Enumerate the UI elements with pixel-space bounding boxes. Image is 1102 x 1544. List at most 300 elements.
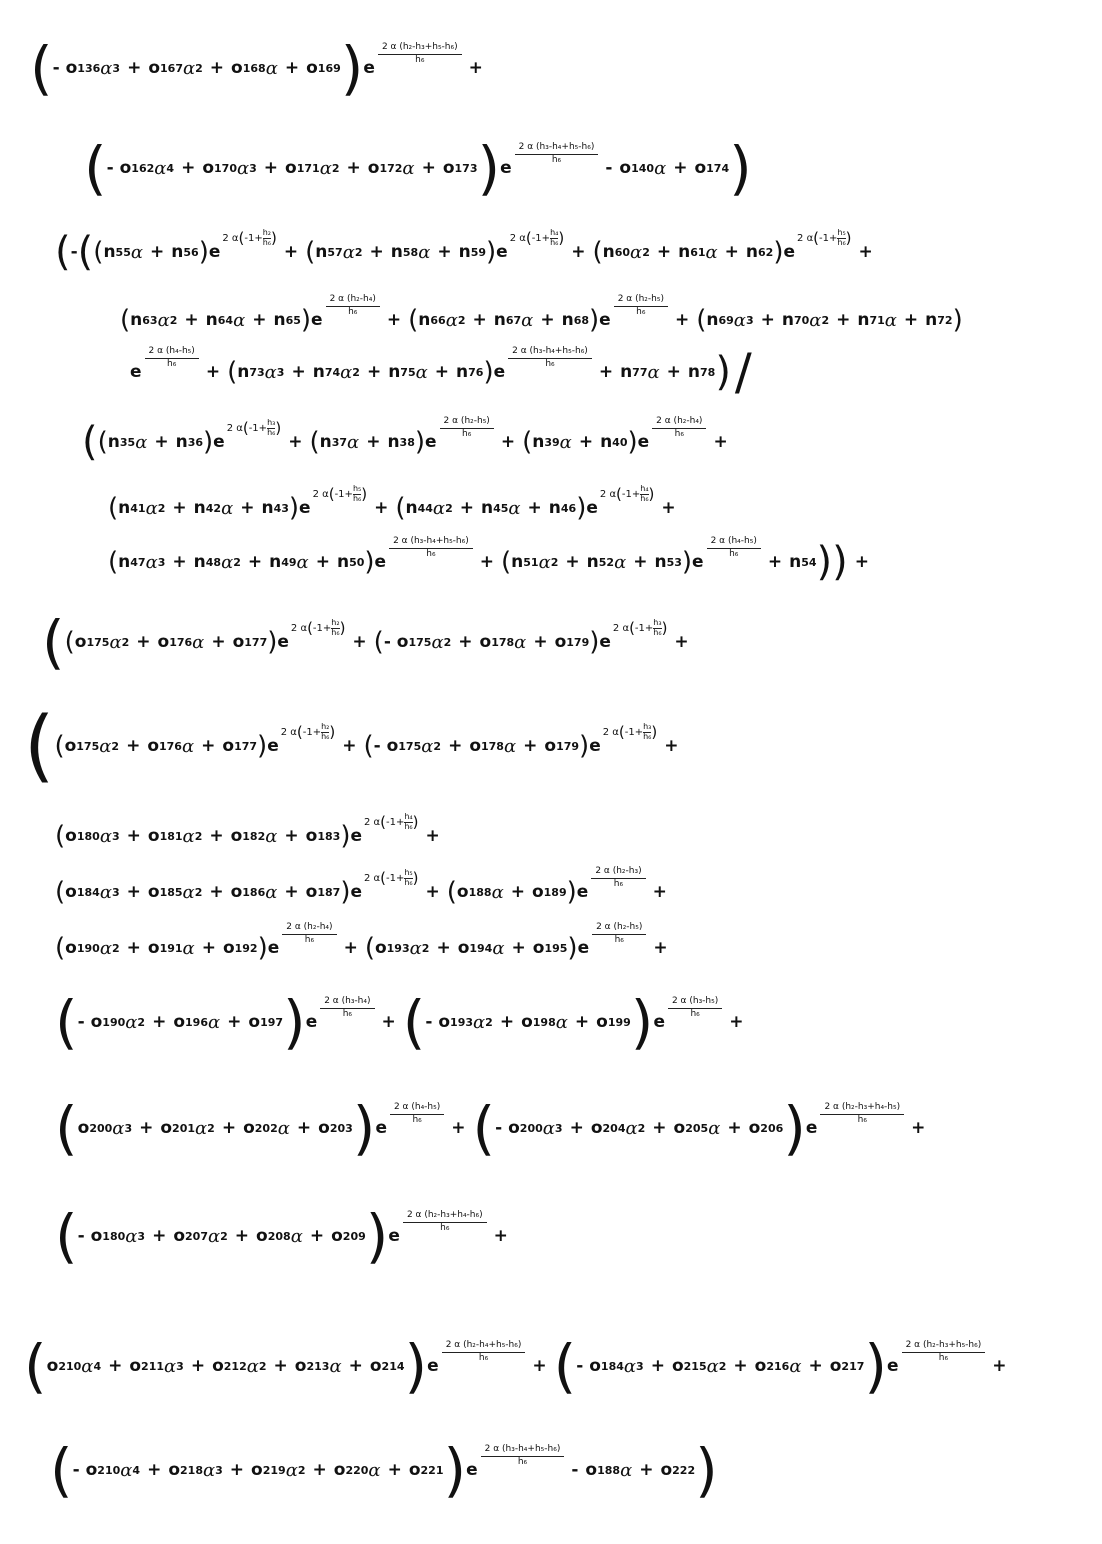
exponent-fraction: [442, 1341, 526, 1363]
subscript: 43: [273, 501, 289, 515]
term-text: - o: [383, 632, 409, 652]
exp-open-paren: (: [296, 723, 303, 741]
term-text: n: [678, 242, 691, 262]
superscript: 2: [258, 1359, 267, 1373]
subscript: 213: [306, 1359, 330, 1373]
operator: +: [911, 1118, 926, 1138]
subscript: 186: [242, 885, 266, 899]
term-text: o: [173, 1012, 186, 1032]
alpha-symbol: α: [514, 631, 527, 653]
operator: +: [729, 1012, 744, 1032]
exponent-prefix: 2 α: [612, 622, 630, 634]
operator: +: [291, 362, 306, 382]
term-text: o: [46, 1356, 59, 1376]
exponent-denominator: h₆: [613, 878, 624, 889]
subscript: 46: [560, 501, 577, 515]
alpha-symbol: α: [100, 57, 113, 79]
subscript: 176: [159, 739, 182, 753]
term-text: o: [532, 938, 545, 958]
equation-line: [55, 988, 751, 1056]
subscript: 178: [481, 739, 504, 753]
small-numerator: h₃: [267, 418, 276, 428]
close-paren: ): [627, 427, 638, 457]
operator: +: [733, 1356, 748, 1376]
subscript: 203: [329, 1121, 353, 1135]
alpha-symbol: α: [221, 497, 234, 519]
superscript: 3: [215, 1463, 223, 1477]
exp-open-paren: (: [618, 723, 625, 741]
operator: +: [656, 242, 672, 262]
exponent-numerator: 2 α (h₂-h₄): [656, 416, 703, 427]
operator: +: [760, 310, 775, 330]
division-slash: /: [734, 343, 752, 401]
exponent-numerator: 2 α (h₂-h₄): [286, 922, 333, 933]
subscript: 78: [700, 365, 716, 379]
alpha-symbol: α: [125, 1011, 138, 1033]
operator: +: [369, 242, 384, 262]
subscript: 188: [468, 885, 492, 899]
operator: +: [263, 158, 279, 178]
close-paren: ): [477, 134, 501, 202]
close-paren: ): [352, 1094, 376, 1162]
subscript: 192: [234, 941, 258, 955]
alpha-symbol: α: [125, 1225, 138, 1247]
term-text: o: [754, 1356, 767, 1376]
exponent-fraction: [652, 417, 706, 439]
superscript: 2: [421, 941, 430, 955]
superscript: 3: [137, 1229, 146, 1243]
subscript: 221: [420, 1463, 444, 1477]
operator: +: [172, 498, 187, 518]
term-text: n: [789, 552, 802, 572]
subscript: 182: [242, 829, 266, 843]
alpha-symbol: α: [164, 1355, 177, 1377]
term-text: n: [620, 362, 633, 382]
operator: +: [903, 310, 919, 330]
operator: -: [605, 158, 613, 178]
operator: +: [511, 938, 526, 958]
term-text: n: [269, 552, 282, 572]
alpha-symbol: α: [706, 1355, 719, 1377]
alpha-symbol: α: [319, 157, 332, 179]
subscript: 175: [398, 739, 422, 753]
subscript: 50: [349, 555, 365, 569]
term-text: n: [418, 310, 431, 330]
term-text: - o: [495, 1118, 520, 1138]
term-text: o: [248, 1012, 261, 1032]
exponent-numerator: 2 α (h₂-h₄+h₅-h₆): [445, 1340, 522, 1351]
small-numerator: h₄: [550, 228, 559, 238]
close-paren: ): [952, 305, 963, 335]
exponent-fraction: [592, 923, 646, 945]
small-numerator: h₄: [404, 812, 413, 822]
operator: +: [650, 1356, 665, 1376]
close-paren: ): [300, 305, 312, 335]
alpha-symbol: α: [265, 881, 278, 903]
open-paren: (: [50, 1436, 73, 1504]
subscript: 74: [324, 365, 341, 379]
alpha-symbol: α: [277, 1117, 290, 1139]
small-denominator: h₆: [267, 427, 276, 437]
alpha-symbol: α: [221, 551, 234, 573]
exponent-numerator: 2 α (h₃-h₄+h₅-h₆): [393, 536, 469, 547]
close-paren: ): [773, 237, 784, 267]
small-fraction: [640, 485, 648, 503]
alpha-symbol: α: [708, 1117, 721, 1139]
alpha-symbol: α: [789, 1355, 802, 1377]
exponent-minus-one: -1+: [531, 232, 551, 244]
open-paren: (: [472, 1094, 496, 1162]
small-fraction: [404, 813, 412, 831]
close-paren: ): [198, 237, 209, 267]
operator: +: [184, 310, 199, 330]
exp-base: e: [466, 1460, 478, 1480]
equation-line: [55, 222, 880, 282]
close-paren: ): [483, 357, 494, 387]
term-text: o: [554, 632, 567, 652]
operator: +: [652, 882, 667, 902]
open-paren: (: [82, 419, 98, 465]
exp-close-paren: ): [329, 723, 336, 741]
subscript: 58: [402, 245, 419, 259]
exponent-numerator: 2 α (h₂-h₅): [443, 416, 490, 427]
operator: +: [767, 552, 783, 572]
superscript: 2: [111, 739, 120, 753]
term-text: - o: [72, 1460, 98, 1480]
equation-line: [120, 290, 963, 350]
subscript: 140: [631, 161, 655, 175]
close-paren: ): [364, 547, 375, 577]
alpha-symbol: α: [409, 937, 422, 959]
operator: +: [154, 432, 169, 452]
subscript: 201: [172, 1121, 196, 1135]
alpha-symbol: α: [508, 497, 521, 519]
operator: +: [527, 498, 542, 518]
subscript: 185: [159, 885, 183, 899]
subscript: 217: [841, 1359, 865, 1373]
open-paren: (: [55, 1094, 78, 1162]
subscript: 56: [183, 245, 199, 259]
alpha-symbol: α: [202, 1459, 216, 1481]
alpha-symbol: α: [809, 309, 822, 331]
exp-base: e: [599, 632, 611, 652]
small-denominator: h₆: [404, 877, 413, 887]
subscript: 68: [573, 313, 589, 327]
exp-close-paren: ): [339, 619, 346, 637]
exponent-inline: [603, 723, 658, 741]
subscript: 218: [180, 1463, 203, 1477]
alpha-symbol: α: [81, 1355, 94, 1377]
exponent-numerator: 2 α (h₃-h₄): [324, 996, 371, 1007]
equation-line: [55, 862, 674, 922]
open-paren: (: [77, 229, 94, 275]
exponent-prefix: 2 α: [599, 488, 617, 500]
exp-base: e: [496, 242, 508, 262]
superscript: 2: [233, 555, 241, 569]
small-fraction: [653, 619, 661, 637]
superscript: 2: [137, 1015, 146, 1029]
alpha-symbol: α: [182, 937, 195, 959]
alpha-symbol: α: [503, 735, 517, 757]
superscript: 2: [354, 245, 363, 259]
exponent-numerator: 2 α (h₃-h₅): [671, 996, 719, 1007]
exp-base: e: [267, 736, 279, 756]
subscript: 206: [760, 1121, 784, 1135]
subscript: 175: [76, 739, 100, 753]
exponent-inline: [364, 813, 419, 831]
exponent-prefix: 2 α: [797, 232, 814, 244]
subscript: 179: [566, 635, 590, 649]
operator: +: [493, 1226, 508, 1246]
open-paren: (: [696, 305, 707, 335]
term-text: o: [531, 882, 544, 902]
operator: +: [387, 1460, 402, 1480]
term-text: o: [64, 736, 77, 756]
superscript: 2: [331, 161, 340, 175]
exp-base: e: [599, 310, 611, 330]
exp-close-paren: ): [412, 813, 419, 831]
operator: +: [540, 310, 555, 330]
exp-close-paren: ): [648, 485, 655, 503]
small-denominator: h₆: [837, 237, 846, 247]
term-text: n: [602, 242, 615, 262]
alpha-symbol: α: [647, 361, 660, 383]
exp-base: e: [577, 938, 590, 958]
operator: +: [674, 310, 690, 330]
operator: +: [234, 1226, 250, 1246]
alpha-symbol: α: [99, 825, 112, 847]
term-text: n: [706, 310, 719, 330]
close-paren: ): [567, 933, 578, 963]
superscript: 2: [207, 1121, 215, 1135]
subscript: 63: [142, 313, 158, 327]
term-text: -: [70, 242, 78, 262]
equation-line: [108, 532, 876, 592]
operator: +: [674, 632, 689, 652]
superscript: 2: [457, 313, 466, 327]
small-numerator: h₂: [331, 618, 340, 628]
term-text: o: [147, 826, 160, 846]
exp-close-paren: ): [275, 419, 282, 437]
operator: +: [673, 158, 688, 178]
exponent-denominator: h₆: [348, 306, 358, 317]
exponent-numerator: 2 α (h₃-h₄+h₅-h₆): [518, 142, 595, 153]
superscript: 4: [166, 161, 175, 175]
operator: +: [836, 310, 851, 330]
term-text: o: [748, 1118, 761, 1138]
exponent-minus-one: -1+: [634, 622, 654, 634]
exp-base: e: [425, 432, 437, 452]
exponent-denominator: h₆: [478, 1352, 489, 1363]
close-paren: ): [864, 1332, 888, 1400]
operator: +: [240, 498, 255, 518]
alpha-symbol: α: [492, 937, 505, 959]
subscript: 175: [86, 635, 110, 649]
exponent-fraction: [326, 295, 380, 317]
operator: +: [808, 1356, 823, 1376]
operator: +: [510, 882, 525, 902]
open-paren: (: [364, 933, 375, 963]
superscript: 2: [550, 555, 559, 569]
superscript: 3: [157, 555, 166, 569]
equation-line: [130, 342, 752, 402]
exponent-prefix: 2 α: [290, 622, 308, 634]
operator: +: [252, 310, 267, 330]
small-numerator: h₅: [352, 484, 362, 494]
exponent-fraction: [282, 923, 336, 945]
close-paren: ): [589, 627, 600, 657]
exponent-denominator: h₆: [415, 54, 425, 65]
term-text: o: [243, 1118, 255, 1138]
subscript: 38: [399, 435, 415, 449]
subscript: 184: [76, 885, 100, 899]
subscript: 198: [532, 1015, 556, 1029]
term-text: o: [202, 158, 215, 178]
operator: -: [571, 1460, 579, 1480]
exponent-denominator: h₆: [304, 934, 315, 945]
small-fraction: [267, 419, 275, 437]
subscript: 210: [58, 1359, 82, 1373]
subscript: 194: [469, 941, 493, 955]
subscript: 190: [76, 941, 100, 955]
term-text: n: [387, 432, 400, 452]
open-paren: (: [108, 547, 119, 577]
operator: +: [136, 632, 151, 652]
exp-open-paren: (: [238, 229, 245, 247]
exponent-denominator: h₆: [857, 1114, 867, 1125]
operator: +: [992, 1356, 1007, 1376]
equation-line: [24, 701, 685, 791]
superscript: 2: [157, 501, 166, 515]
equation-line: [55, 806, 447, 866]
operator: +: [653, 938, 668, 958]
exponent-denominator: h₆: [614, 934, 624, 945]
alpha-symbol: α: [733, 309, 746, 331]
term-text: o: [222, 938, 235, 958]
open-paren: (: [592, 237, 603, 267]
term-text: o: [65, 826, 77, 846]
close-paren: ): [414, 427, 426, 457]
operator: +: [312, 1460, 327, 1480]
term-text: o: [590, 1118, 603, 1138]
small-fraction: [550, 229, 558, 247]
alpha-symbol: α: [130, 241, 144, 263]
operator: +: [565, 552, 580, 572]
superscript: 2: [194, 829, 203, 843]
exponent-fraction: [440, 417, 494, 439]
small-denominator: h₆: [640, 493, 649, 503]
close-paren: ): [340, 877, 351, 907]
operator: +: [227, 1012, 242, 1032]
small-fraction: [331, 619, 339, 637]
exp-base: e: [637, 432, 650, 452]
exp-base: e: [363, 58, 375, 78]
term-text: o: [318, 1118, 330, 1138]
alpha-symbol: α: [99, 881, 112, 903]
operator: +: [652, 1118, 667, 1138]
alpha-symbol: α: [432, 497, 446, 519]
open-paren: (: [522, 427, 533, 457]
operator: +: [381, 1012, 396, 1032]
term-text: n: [390, 242, 403, 262]
term-text: o: [294, 1356, 307, 1376]
open-paren: (: [30, 34, 53, 102]
subscript: 207: [185, 1229, 208, 1243]
open-paren: (: [24, 701, 55, 791]
term-text: n: [312, 362, 325, 382]
open-paren: (: [395, 493, 406, 523]
open-paren: (: [24, 1332, 47, 1400]
small-numerator: h₅: [404, 868, 413, 878]
subscript: 61: [690, 245, 706, 259]
alpha-symbol: α: [491, 881, 504, 903]
exp-open-paren: (: [307, 619, 313, 637]
equation-line: [108, 478, 683, 538]
term-text: o: [285, 158, 297, 178]
term-text: o: [230, 882, 243, 902]
term-text: n: [654, 552, 667, 572]
subscript: 169: [317, 61, 341, 75]
subscript: 183: [317, 829, 341, 843]
term-text: o: [331, 1226, 343, 1246]
term-text: o: [619, 158, 632, 178]
term-text: n: [103, 242, 116, 262]
subscript: 215: [683, 1359, 707, 1373]
exp-open-paren: (: [629, 619, 635, 637]
exponent-fraction: [902, 1341, 986, 1363]
subscript: 214: [381, 1359, 405, 1373]
alpha-symbol: α: [285, 1459, 298, 1481]
exp-base: e: [350, 882, 362, 902]
superscript: 3: [111, 885, 120, 899]
exponent-numerator: 2 α (h₂-h₅): [617, 294, 664, 305]
open-paren: (: [55, 988, 78, 1056]
superscript: 2: [194, 885, 203, 899]
exponent-numerator: 2 α (h₂-h₅): [596, 922, 643, 933]
term-text: n: [107, 432, 120, 452]
alpha-symbol: α: [99, 735, 112, 757]
subscript: 178: [491, 635, 515, 649]
small-fraction: [643, 723, 651, 741]
term-text: n: [315, 242, 328, 262]
superscript: 2: [195, 61, 203, 75]
term-text: - o: [106, 158, 132, 178]
subscript: 209: [342, 1229, 366, 1243]
close-paren: ): [257, 731, 268, 761]
exp-open-paren: (: [328, 485, 335, 503]
alpha-symbol: α: [182, 825, 195, 847]
exp-base: e: [783, 242, 796, 262]
operator: +: [172, 552, 187, 572]
superscript: 2: [637, 1121, 646, 1135]
operator: +: [366, 362, 382, 382]
alpha-symbol: α: [368, 1459, 381, 1481]
term-text: o: [544, 736, 557, 756]
exponent-denominator: h₆: [342, 1008, 353, 1019]
subscript: 67: [505, 313, 522, 327]
operator: +: [296, 1118, 312, 1138]
term-text: n: [458, 242, 471, 262]
term-text: n: [925, 310, 938, 330]
operator: +: [342, 736, 357, 756]
exponent-numerator: 2 α (h₄-h₅): [710, 536, 757, 547]
term-text: - o: [373, 736, 399, 756]
subscript: 168: [242, 61, 266, 75]
exponent-numerator: 2 α (h₄-h₅): [148, 346, 195, 357]
exponent-denominator: h₆: [729, 548, 739, 559]
close-paren: ): [715, 349, 731, 395]
operator: +: [724, 242, 739, 262]
